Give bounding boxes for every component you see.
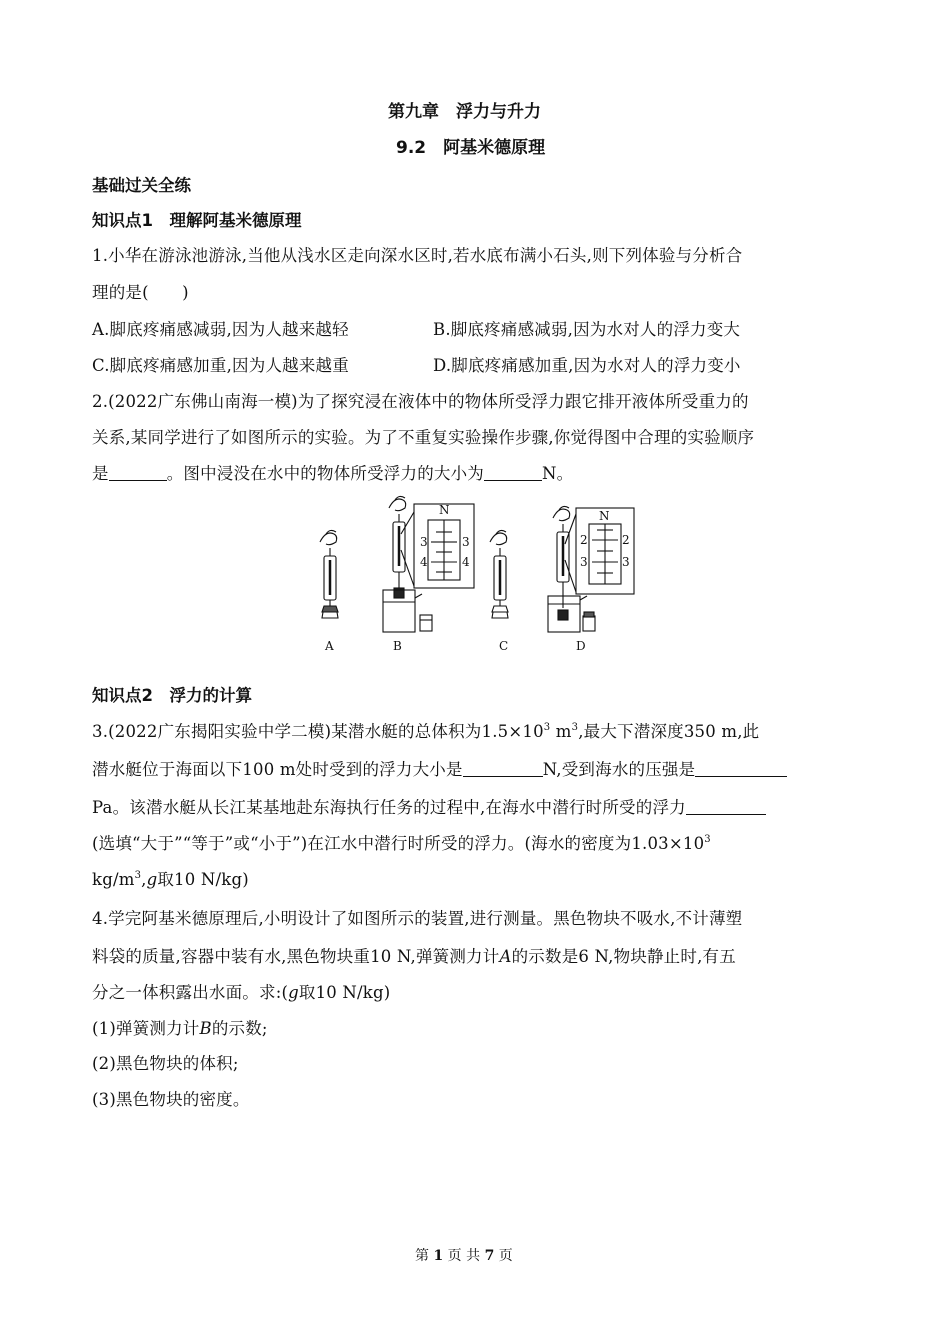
q2-stem-line2: 关系,某同学进行了如图所示的实验。为了不重复实验操作步骤,你觉得图中合理的实验顺序 — [92, 428, 755, 447]
q3-text: 潜水艇位于海面以下100 m处时受到的浮力大小是 — [92, 760, 463, 779]
q3-text: 3.(2022广东揭阳实验中学二模)某潜水艇的总体积为1.5×10 — [92, 722, 544, 741]
q3-text: N,受到海水的压强是 — [542, 760, 696, 779]
scale-b-3-left: 3 — [420, 535, 428, 549]
q4-italic-g: g — [288, 983, 299, 1002]
q3-blank-pressure[interactable] — [695, 760, 787, 777]
q4-italic-a: A — [499, 947, 512, 966]
experiment-figure — [300, 490, 650, 660]
q4-text: 取10 N/kg) — [298, 983, 391, 1002]
unit-label-b: N — [439, 503, 450, 517]
part-heading: 基础过关全练 — [92, 176, 191, 195]
q2-text: N。 — [542, 464, 574, 483]
q2-text: 。图中浸没在水中的物体所受浮力的大小为 — [166, 464, 485, 483]
q3-sup: 3 — [134, 870, 142, 881]
scale-b-3-right: 3 — [462, 535, 470, 549]
setup-b — [383, 496, 474, 632]
q4-stem-line3 — [92, 979, 390, 1003]
q4-sub1 — [92, 1015, 268, 1039]
q4-text: 的示数是6 N,物块静止时,有五 — [511, 947, 736, 966]
q3-blank-compare[interactable] — [686, 798, 766, 815]
page-footer — [415, 1245, 513, 1265]
q3-sup: 3 — [543, 722, 551, 733]
knowledge-point-2: 知识点2 浮力的计算 — [92, 686, 252, 705]
q1-stem-line1: 1.小华在游泳池游泳,当他从浅水区走向深水区时,若水底布满小石头,则下列体验与分析合 — [92, 246, 743, 265]
q4-text: 料袋的质量,容器中装有水,黑色物块重10 N,弹簧测力计 — [92, 947, 500, 966]
figure-label-a: A — [325, 639, 334, 653]
scale-b-4-right: 4 — [462, 555, 470, 569]
q4-sub2: (2)黑色物块的体积; — [92, 1054, 239, 1073]
q1-stem-line2: 理的是( ) — [92, 283, 189, 302]
setup-a — [320, 530, 338, 618]
chapter-title: 第九章 浮力与升力 — [388, 102, 541, 122]
figure-label-d: D — [576, 639, 586, 653]
scale-d-2-right: 2 — [622, 533, 630, 547]
q3-stem-line2 — [92, 756, 787, 780]
q3-stem-line3 — [92, 794, 766, 818]
q1-option-d: D.脚底疼痛感加重,因为水对人的浮力变小 — [433, 356, 741, 375]
scale-d-3-right: 3 — [622, 555, 630, 569]
q2-stem-line1: 2.(2022广东佛山南海一模)为了探究浸在液体中的物体所受浮力跟它排开液体所受重力的 — [92, 392, 749, 411]
q4-sub3: (3)黑色物块的密度。 — [92, 1090, 250, 1109]
q2-stem-line3 — [92, 460, 573, 484]
q1-option-c: C.脚底疼痛感加重,因为人越来越重 — [92, 356, 349, 375]
setup-c — [490, 530, 508, 618]
q2-text: 是 — [92, 464, 109, 483]
footer-text: 第 — [415, 1248, 429, 1264]
q3-stem-line1 — [92, 718, 759, 742]
q4-text: (1)弹簧测力计 — [92, 1019, 200, 1038]
q3-text: , — [141, 870, 147, 889]
footer-total-pages: 7 — [484, 1248, 495, 1264]
q3-text: 取10 N/kg) — [157, 870, 249, 889]
q4-text: 分之一体积露出水面。求:( — [92, 983, 289, 1002]
q4-stem-line2 — [92, 943, 736, 967]
figure-label-c: C — [499, 639, 509, 653]
q2-blank-force[interactable] — [484, 464, 542, 481]
q3-sup: 3 — [571, 722, 579, 733]
scale-d-2-left: 2 — [580, 533, 588, 547]
footer-text: 页 — [498, 1248, 513, 1264]
q1-option-a: A.脚底疼痛感减弱,因为人越来越轻 — [92, 320, 349, 339]
q4-stem-line1: 4.学完阿基米德原理后,小明设计了如图所示的装置,进行测量。黑色物块不吸水,不计薄塑 — [92, 909, 743, 928]
q3-stem-line5 — [92, 866, 249, 890]
footer-page-number: 1 — [433, 1248, 444, 1264]
q1-option-b: B.脚底疼痛感减弱,因为水对人的浮力变大 — [433, 320, 741, 339]
q3-text: m — [550, 722, 572, 741]
scale-b-4-left: 4 — [420, 555, 428, 569]
q3-text: ,最大下潜深度350 m,此 — [578, 722, 760, 741]
section-title: 9.2 阿基米德原理 — [396, 138, 546, 158]
knowledge-point-1: 知识点1 理解阿基米德原理 — [92, 211, 302, 230]
q3-italic-g: g — [146, 870, 158, 889]
figure-label-b: B — [393, 639, 402, 653]
q4-italic-b: B — [199, 1019, 212, 1038]
setup-d — [548, 506, 634, 632]
q3-text: (选填“大于”“等于”或“小于”)在江水中潜行时所受的浮力。(海水的密度为1.03×10 — [92, 834, 705, 853]
q3-text: kg/m — [92, 870, 135, 889]
footer-text: 页 共 — [447, 1248, 481, 1264]
q3-text: Pa。该潜水艇从长江某基地赴东海执行任务的过程中,在海水中潜行时所受的浮力 — [92, 798, 686, 817]
q4-text: 的示数; — [211, 1019, 268, 1038]
q2-blank-order[interactable] — [109, 464, 167, 481]
unit-label-d: N — [599, 509, 610, 523]
q3-blank-buoyancy[interactable] — [463, 760, 543, 777]
scale-d-3-left: 3 — [580, 555, 588, 569]
q3-sup: 3 — [704, 834, 711, 845]
q3-stem-line4 — [92, 830, 711, 854]
